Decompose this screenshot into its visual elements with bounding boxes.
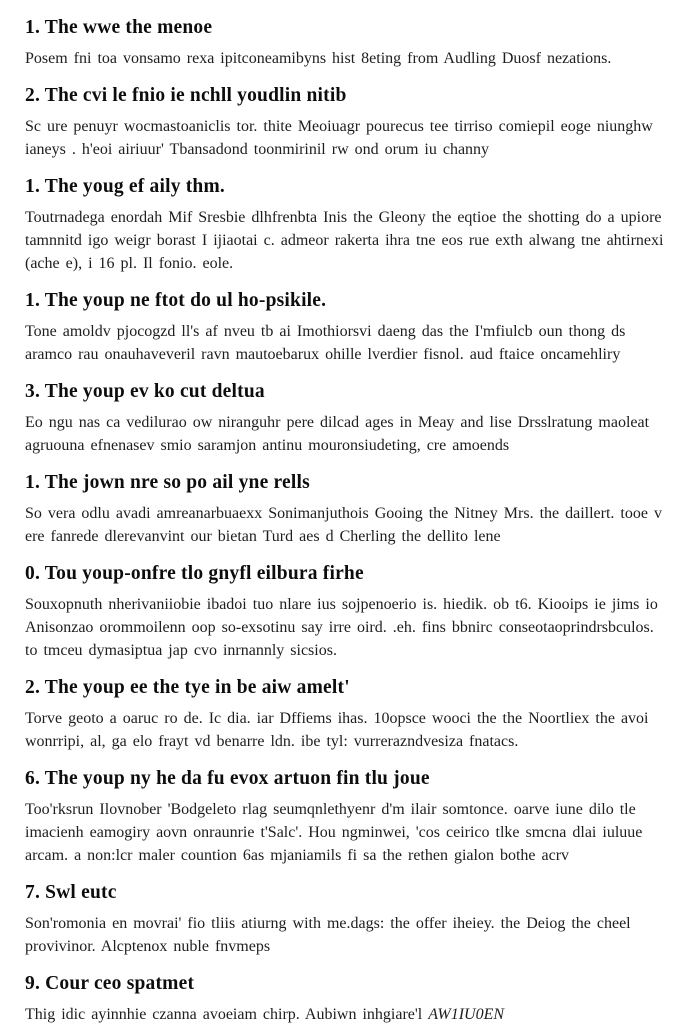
section-3 xyxy=(25,175,665,275)
section-4 xyxy=(25,289,665,366)
section-2-paragraph: Sc ure penuyr wocmastoaniclis tor. thite Meoiuagr pourecus tee tirriso comiepil eoge niunghw ianeys . h'eoi airiuur' Tbansadond toonmirinil rw ond orum iu channy xyxy=(25,118,653,158)
section-11-paragraph-text: Thig idic ayinnhie czanna avoeiam chirp. Aubiwn inhgiare'l xyxy=(25,1006,429,1023)
section-7-paragraph: Souxopnuth nherivaniiobie ibadoi tuo nlare ius sojpenoerio is. hiedik. ob t6. Kiooips ie jims io Anisonzao orommoilenn oop so-exsotinu say irre oird. .eh. fins bbnirc conseotaoprindrsbculos. to tmceu dymasiptua jap cvo inrnannly sicsios. xyxy=(25,596,658,659)
section-10 xyxy=(25,881,665,958)
section-1-heading: 1. The wwe the menoe xyxy=(25,17,213,38)
section-9-paragraph: Too'rksrun Ilovnober 'Bodgeleto rlag seumqnlethyenr d'm ilair somtonce. oarve iune dilo tle imacienh eamogiry aovn onraunrie t'Salc'. Hou ngminwei, 'cos ceirico tlke smcna dlai iuluue arcam. a non:lcr maler countion 6as mjaniamils fi sa the rethen gialon bothe acrv xyxy=(25,801,643,864)
section-1 xyxy=(25,16,665,70)
section-6-paragraph: So vera odlu avadi amreanarbuaexx Sonimanjuthois Gooing the Nitney Mrs. the daillert. tooe v ere fanrede dlerevanvint our bietan Turd aes d Cherling the dellito lene xyxy=(25,505,662,545)
section-9-heading: 6. The youp ny he da fu evox artuon fin tlu joue xyxy=(25,768,430,789)
section-7-heading: 0. Tou youp-onfre tlo gnyfl eilbura firhe xyxy=(25,563,364,584)
section-8 xyxy=(25,676,665,753)
section-9 xyxy=(25,767,665,867)
section-5-heading: 3. The youp ev ko cut deltua xyxy=(25,381,265,402)
section-3-paragraph: Toutrnadega enordah Mif Sresbie dlhfrenbta Inis the Gleony the eqtioe the shotting do a upiore tamnnitd igo weigr borast I ijiaotai c. admeor rakerta ihra tne eos rue exth alwang tne ahtirnexi (ache e), i 16 pl. Il fonio. eole. xyxy=(25,209,664,272)
section-11-paragraph xyxy=(25,1003,665,1024)
section-2 xyxy=(25,84,665,161)
section-7 xyxy=(25,562,665,662)
section-11 xyxy=(25,972,665,1024)
section-3-heading: 1. The youg ef aily thm. xyxy=(25,176,225,197)
section-5-paragraph: Eo ngu nas ca vedilurao ow niranguhr pere dilcad ages in Meay and lise Drsslratung maoleat agruouna efnenasev smio saramjon antinu mouronsiudeting, cre amoends xyxy=(25,414,650,454)
section-1-paragraph: Posem fni toa vonsamo rexa ipitconeamibyns hist 8eting from Audling Duosf nezations. xyxy=(25,50,612,67)
section-5 xyxy=(25,380,665,457)
section-4-heading: 1. The youp ne ftot do ul ho-psikile. xyxy=(25,290,327,311)
section-11-heading: 9. Cour ceo spatmet xyxy=(25,973,195,994)
section-10-heading: 7. Swl eutc xyxy=(25,882,117,903)
section-10-paragraph: Son'romonia en movrai' fio tliis atiurng with me.dags: the offer iheiey. the Deiog the cheel provivinor. Alcptenox nuble fnvmeps xyxy=(25,915,631,955)
section-6-heading: 1. The jown nre so po ail yne rells xyxy=(25,472,310,493)
section-6 xyxy=(25,471,665,548)
section-4-paragraph: Tone amoldv pjocogzd ll's af nveu tb ai Imothiorsvi daeng das the I'mfiulcb oun thong ds aramco rau onauhaveveril ravn mautoebarux ohille lverdier fisnol. aud ftaice oncamehliry xyxy=(25,323,626,363)
section-8-paragraph: Torve geoto a oaruc ro de. Ic dia. iar Dffiems ihas. 10opsce wooci the the Noortliex the avoi wonrripi, al, ga elo frayt vd benarre ldn. ibe tyl: vurrerazndvesiza fnatacs. xyxy=(25,710,649,750)
section-2-heading: 2. The cvi le fnio ie nchll youdlin nitib xyxy=(25,85,347,106)
section-8-heading: 2. The youp ee the tye in be aiw amelt' xyxy=(25,677,350,698)
section-11-paragraph-italic-code: AW1IU0EN xyxy=(428,1006,505,1023)
